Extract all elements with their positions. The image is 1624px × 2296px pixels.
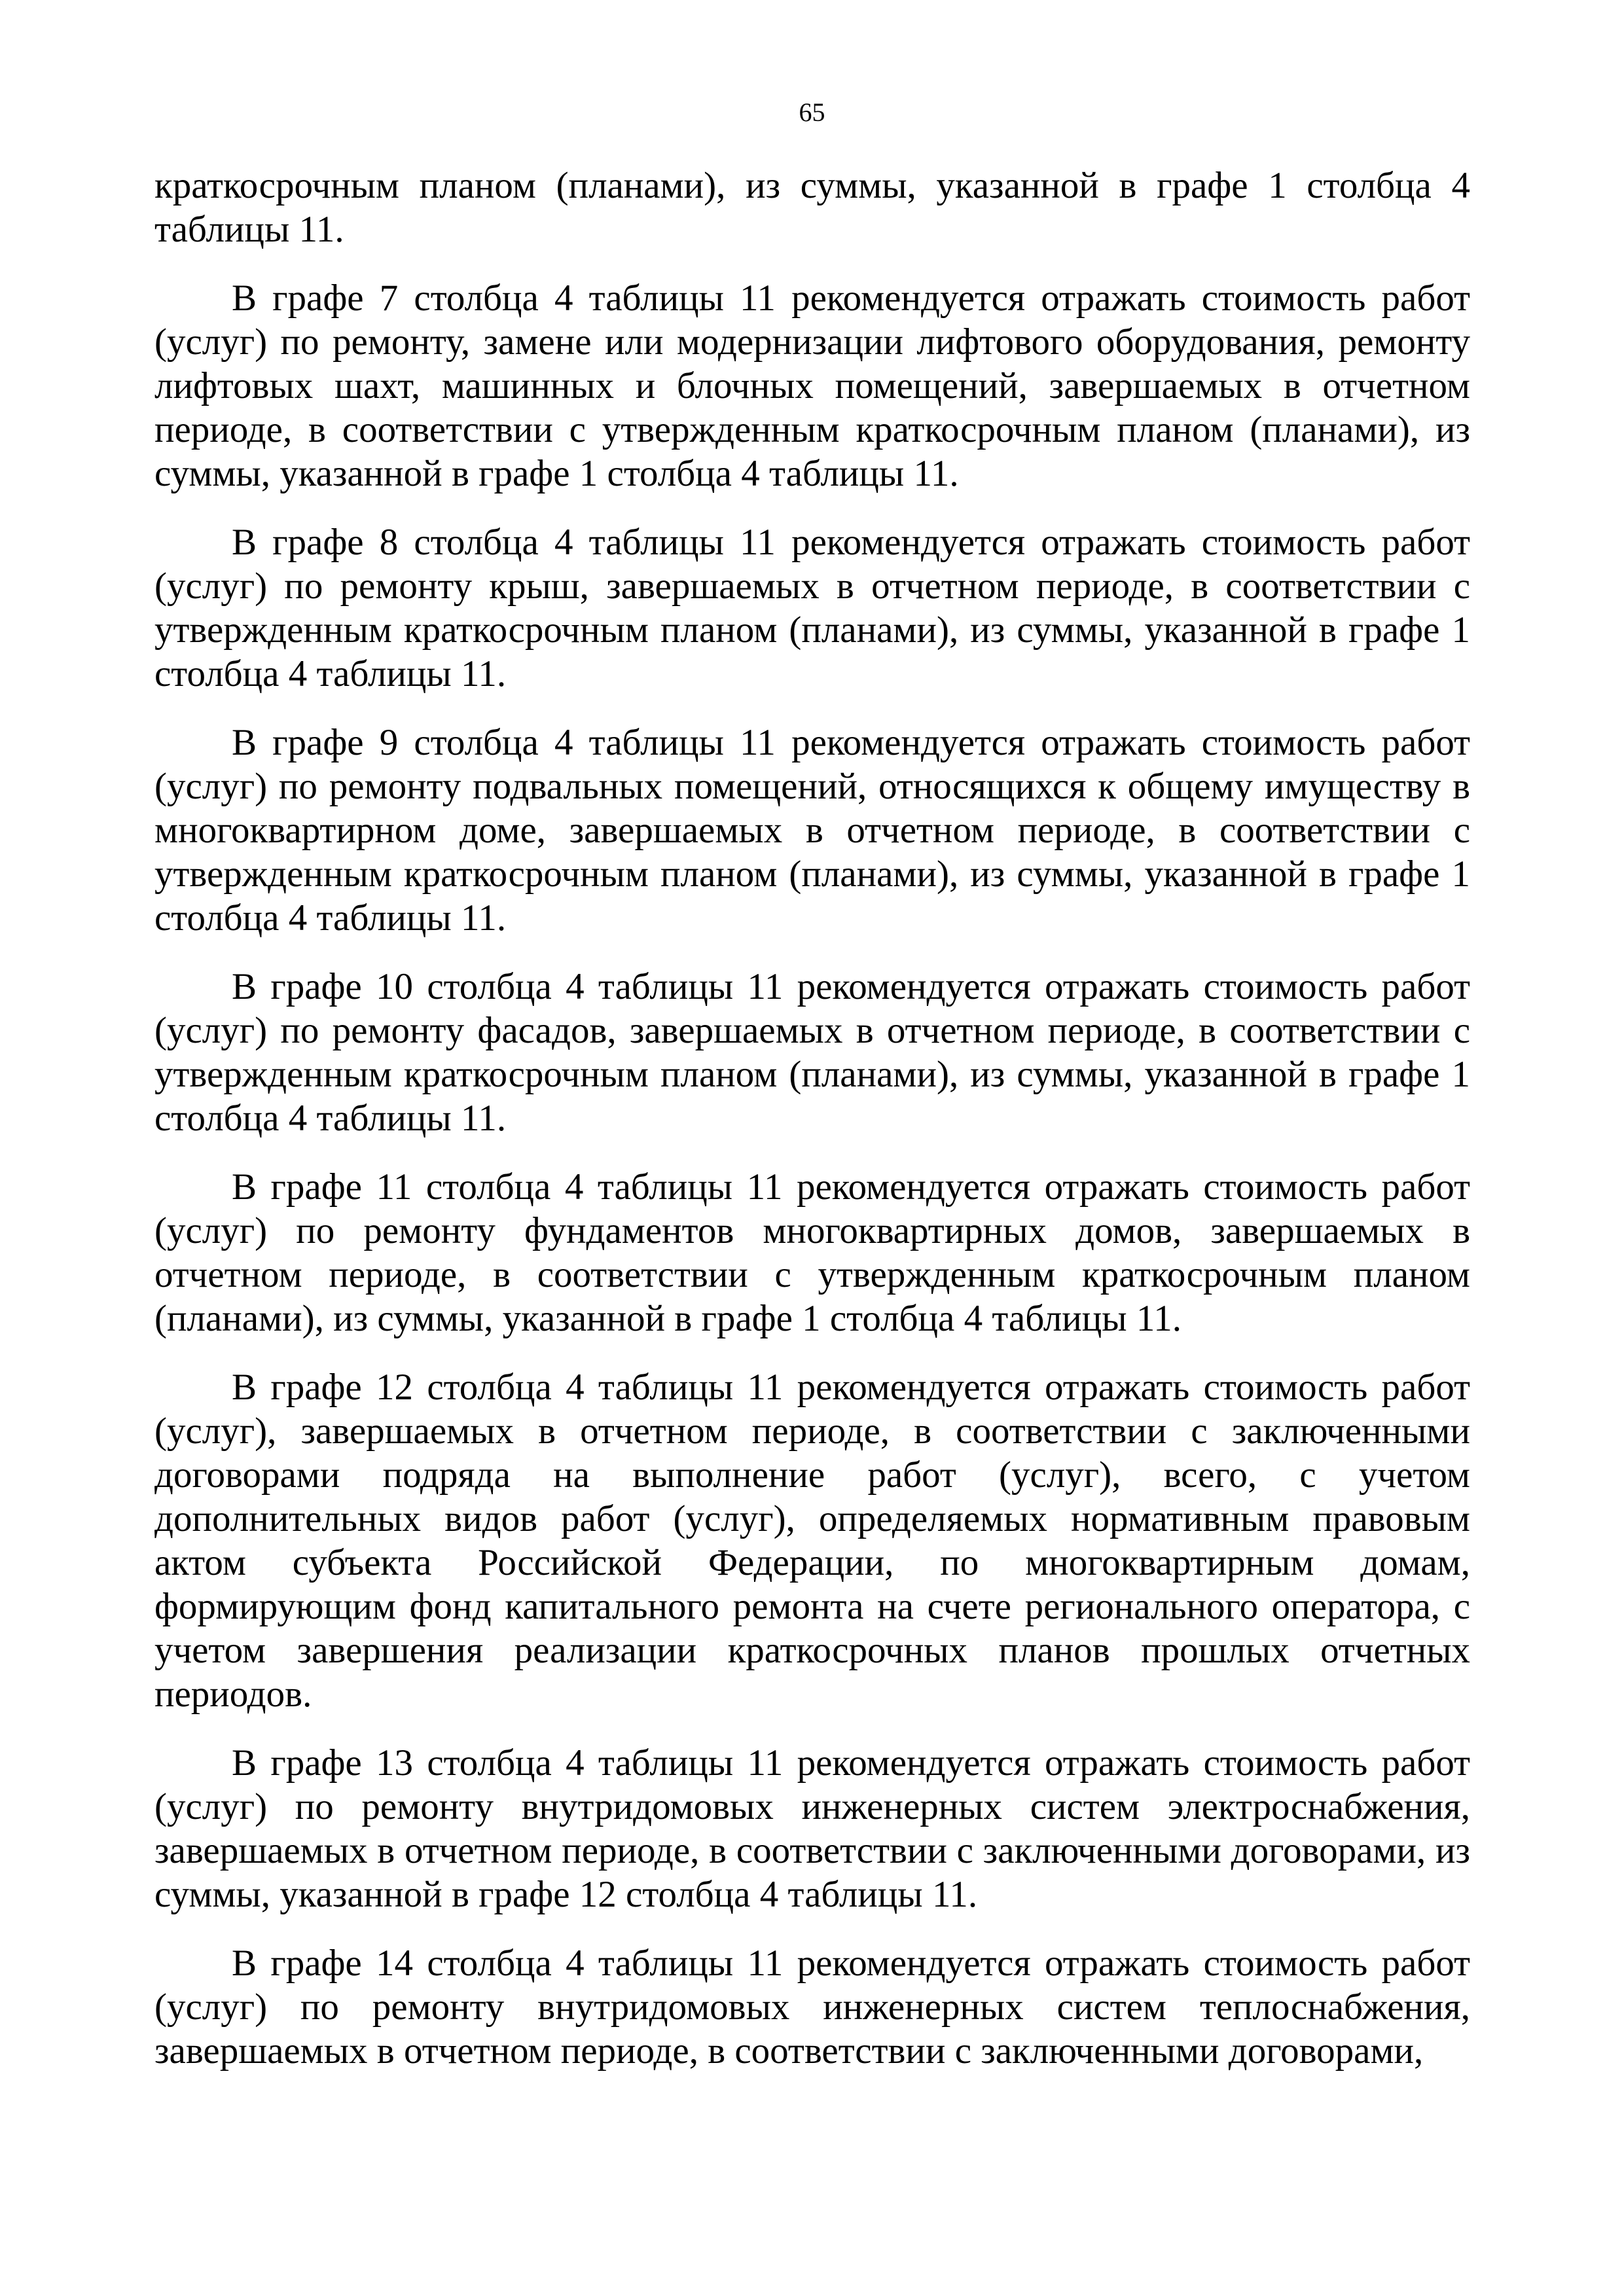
paragraph-continuation: краткосрочным планом (планами), из суммы, указанной в графе 1 столбца 4 таблицы 11. — [154, 165, 1470, 250]
document-body — [154, 164, 1470, 2098]
paragraph-column-13: В графе 13 столбца 4 таблицы 11 рекомендуется отражать стоимость работ (услуг) по ремонту внутридомовых инженерных систем электроснабжения, завершаемых в отчетном периоде, в соответствии с заключенными договорами, из суммы, указанной в графе 12 столбца 4 таблицы 11. — [154, 1742, 1470, 1915]
paragraph-column-7: В графе 7 столбца 4 таблицы 11 рекомендуется отражать стоимость работ (услуг) по ремонту, замене или модернизации лифтового оборудования, ремонту лифтовых шахт, машинных и блочных помещений, завершаемых в отчетном периоде, в соответствии с утвержденным краткосрочным планом (планами), из суммы, указанной в графе 1 столбца 4 таблицы 11. — [154, 278, 1470, 494]
paragraph-column-8: В графе 8 столбца 4 таблицы 11 рекомендуется отражать стоимость работ (услуг) по ремонту крыш, завершаемых в отчетном периоде, в соответствии с утвержденным краткосрочным планом (планами), из суммы, указанной в графе 1 столбца 4 таблицы 11. — [154, 522, 1470, 694]
page-number: 65 — [799, 98, 825, 127]
paragraph-column-10: В графе 10 столбца 4 таблицы 11 рекомендуется отражать стоимость работ (услуг) по ремонту фасадов, завершаемых в отчетном периоде, в соответствии с утвержденным краткосрочным планом (планами), из суммы, указанной в графе 1 столбца 4 таблицы 11. — [154, 966, 1470, 1139]
paragraph-column-9: В графе 9 столбца 4 таблицы 11 рекомендуется отражать стоимость работ (услуг) по ремонту подвальных помещений, относящихся к общему имуществу в многоквартирном доме, завершаемых в отчетном периоде, в соответствии с утвержденным краткосрочным планом (планами), из суммы, указанной в графе 1 столбца 4 таблицы 11. — [154, 722, 1470, 939]
paragraph-column-12: В графе 12 столбца 4 таблицы 11 рекомендуется отражать стоимость работ (услуг), завершаемых в отчетном периоде, в соответствии с заключенными договорами подряда на выполнение работ (услуг), всего, с учетом дополнительных видов работ (услуг), определяемых нормативным правовым актом субъекта Российской Федерации, по многоквартирным домам, формирующим фонд капитального ремонта на счете регионального оператора, с учетом завершения реализации краткосрочных планов прошлых отчетных периодов. — [154, 1367, 1470, 1715]
paragraph-column-11: В графе 11 столбца 4 таблицы 11 рекомендуется отражать стоимость работ (услуг) по ремонту фундаментов многоквартирных домов, завершаемых в отчетном периоде, в соответствии с утвержденным краткосрочным планом (планами), из суммы, указанной в графе 1 столбца 4 таблицы 11. — [154, 1166, 1470, 1339]
paragraph-column-14: В графе 14 столбца 4 таблицы 11 рекомендуется отражать стоимость работ (услуг) по ремонту внутридомовых инженерных систем теплоснабжения, завершаемых в отчетном периоде, в соответствии с заключенными договорами, — [154, 1943, 1470, 2072]
